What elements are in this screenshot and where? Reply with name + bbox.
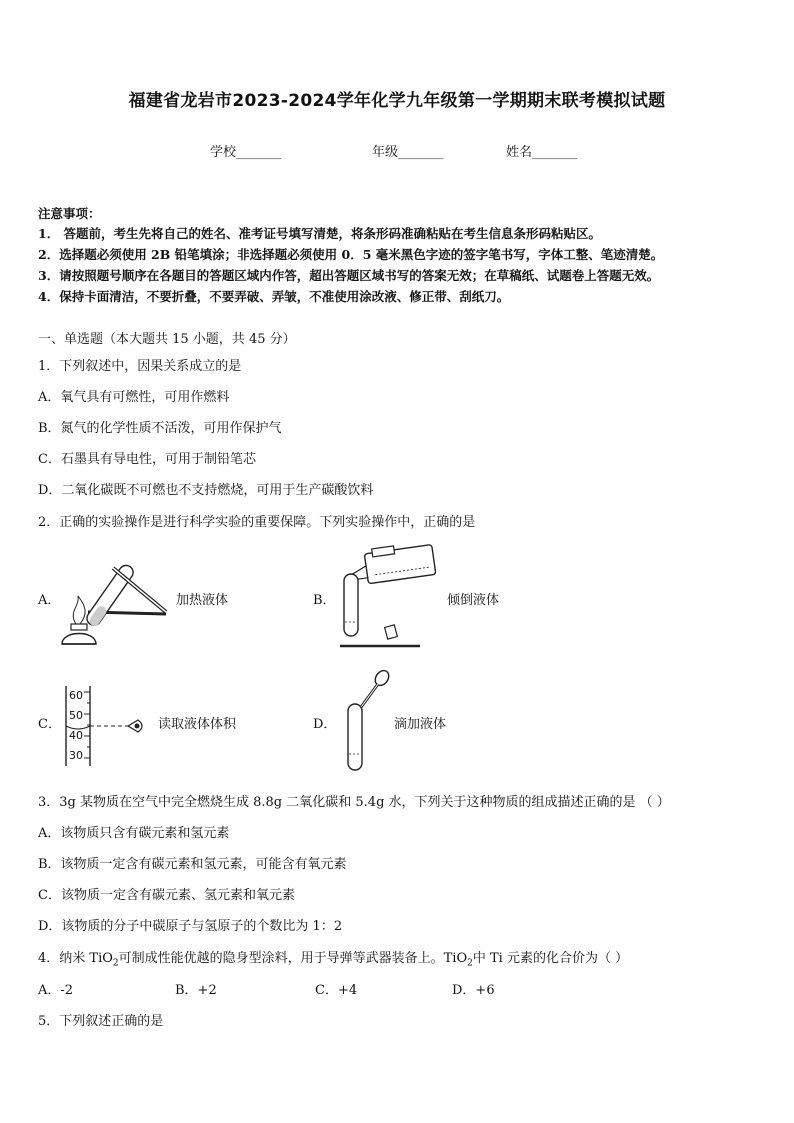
section-heading: 一、单选题（本大题共 15 小题，共 45 分） — [38, 332, 296, 347]
question-4-option-c: C．+4 — [315, 983, 358, 998]
question-4-stem — [38, 947, 628, 969]
q2-option-c-letter: C． — [38, 717, 61, 732]
q4-stem-part: 可制成性能优越的隐身型涂料，用于导弹等武器装备上。TiO — [118, 951, 468, 966]
question-1-option-c: C．石墨具有导电性，可用于制铅笔芯 — [38, 452, 256, 467]
q2-option-b-label: 倾倒液体 — [447, 593, 500, 608]
cylinder-tick-label: 50 — [69, 709, 83, 722]
question-4-option-a: A．-2 — [38, 983, 74, 998]
q2-option-a-letter: A． — [38, 593, 61, 608]
pouring-liquid-figure — [334, 544, 444, 652]
question-3-option-a: A．该物质只含有碳元素和氢元素 — [38, 826, 230, 841]
question-4-option-d: D．+6 — [452, 983, 495, 998]
question-1-option-b: B．氮气的化学性质不活泼，可用作保护气 — [38, 421, 282, 436]
dropping-liquid-figure — [338, 668, 394, 776]
question-3-stem: 3．3g 某物质在空气中完全燃烧生成 8.8g 二氧化碳和 5.4g 水，下列关于这种物质的组成描述正确的是 （ ） — [38, 795, 670, 810]
question-1-option-d: D．二氧化碳既不可燃也不支持燃烧，可用于生产碳酸饮料 — [38, 483, 374, 498]
note-item: 1． 答题前，考生先将自己的姓名、准考证号填写清楚，将条形码准确粘贴在考生信息条形码粘贴区。 — [38, 226, 602, 241]
q4-stem-part: 4．纳米 TiO — [38, 951, 113, 966]
grade-field: 年级_______ — [372, 145, 444, 160]
question-1-stem: 1．下列叙述中，因果关系成立的是 — [38, 359, 242, 374]
note-item: 2．选择题必须使用 2B 铅笔填涂；非选择题必须使用 0．5 毫米黑色字迹的签字笔书写，字体工整、笔迹清楚。 — [38, 247, 664, 262]
notes-header: 注意事项： — [38, 206, 101, 221]
cylinder-tick-label: 60 — [69, 689, 83, 702]
q4-subscript: 2 — [467, 958, 473, 969]
school-field: 学校_______ — [210, 145, 282, 160]
q4-stem-part: 中 Ti 元素的化合价为（ ） — [472, 951, 629, 966]
cylinder-tick-label: 30 — [69, 749, 83, 762]
question-3-option-c: C．该物质一定含有碳元素、氢元素和氧元素 — [38, 888, 295, 903]
question-5-stem: 5．下列叙述正确的是 — [38, 1014, 164, 1029]
q4-subscript: 2 — [112, 958, 119, 969]
question-4-option-b: B．+2 — [175, 983, 217, 998]
page-title: 福建省龙岩市2023-2024学年化学九年级第一学期期末联考模拟试题 — [128, 91, 666, 111]
heating-liquid-figure — [58, 540, 170, 656]
question-1-option-a: A．氧气具有可燃性，可用作燃料 — [38, 390, 230, 405]
q2-option-d-letter: D． — [313, 717, 337, 732]
q2-option-c-label: 读取液体体积 — [158, 717, 237, 732]
q2-option-a-label: 加热液体 — [176, 593, 229, 608]
cylinder-tick-label: 40 — [69, 729, 83, 742]
note-item: 3．请按照题号顺序在各题目的答题区域内作答，超出答题区域书写的答案无效；在草稿纸、试题卷上答题无效。 — [38, 268, 660, 283]
name-field: 姓名_______ — [506, 145, 578, 160]
q2-option-d-label: 滴加液体 — [394, 717, 447, 732]
question-2-stem: 2．正确的实验操作是进行科学实验的重要保障。下列实验操作中，正确的是 — [38, 515, 476, 530]
question-3-option-d: D．该物质的分子中碳原子与氢原子的个数比为 1：2 — [38, 919, 343, 934]
note-item: 4．保持卡面清洁，不要折叠，不要弄破、弄皱，不准使用涂改液、修正带、刮纸刀。 — [38, 289, 510, 304]
question-3-option-b: B．该物质一定含有碳元素和氢元素，可能含有氧元素 — [38, 857, 347, 872]
q2-option-b-letter: B． — [313, 593, 336, 608]
